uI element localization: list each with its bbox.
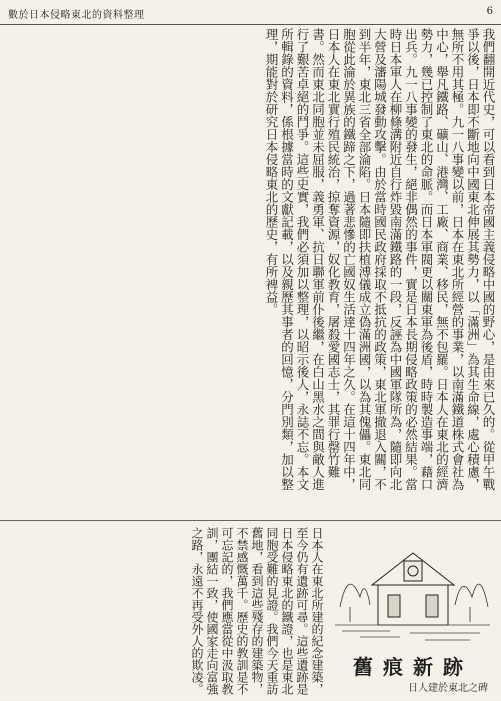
monument-illustration	[330, 527, 495, 652]
figure-caption: 日人建於東北之碑	[408, 683, 488, 694]
page-number: 6	[486, 6, 493, 17]
monument-gate-sketch	[372, 553, 454, 625]
bottom-section	[0, 520, 501, 701]
article-body-text: 我們翻開近代史，可以看到日本帝國主義侵略中國的野心，是由來已久的。從甲午戰爭以後，日本即不斷地向中國東北伸展其勢力，以「滿洲」為其生命線，處心積慮，無所不用其極。九一八事變以前，日本在東北所經營的事業，以南滿鐵道株式會社為中心，舉凡鐵路、礦山、港灣、工廠、商業、移民，無不包羅。日本人在東北的經濟勢力，幾已控制了東北的命脈。而日本軍閥更以關東軍為後盾，時時製造事端，藉口出兵。九一八事變的發生，絕非偶然的事件，實是日本長期侵略政策的必然結果。當時日本軍人在柳條溝附近自行炸毀南滿鐵路的一段，反誣為中國軍隊所為，隨即向北大營及瀋陽城發動攻擊。由於當時國民政府採取不抵抗的政策，東北軍撤退入關，不到半年，東北三省全部淪陷。日本隨即扶植溥儀成立偽滿洲國，以為其傀儡。東北同胞從此淪於異族的鐵蹄之下，過著悲慘的亡國奴生活達十四年之久。在這十四年中，日本人在東北實行殖民統治，掠奪資源，奴化教育，屠殺愛國志士，其罪行罄竹難書。然而東北同胞並未屈服，義勇軍、抗日聯軍前仆後繼，在白山黑水之間與敵人進行了艱苦卓絕的鬥爭。這些史實，我們必須加以整理，以昭示後人，永誌不忘。本文所輯錄的資料，係根據當時的文獻記載，以及親歷其事者的回憶，分門別類，加以整理，期能對於研究日本侵略東北的歷史，有所裨益。	[264, 28, 496, 491]
illustration-figure	[330, 527, 495, 695]
running-header	[0, 4, 501, 25]
header-title: 數於日本侵略東北的資料整理	[8, 10, 145, 21]
ground-sketch	[335, 625, 490, 640]
article-body-region	[0, 28, 501, 518]
article-bottom-text: 日本人在東北所建的紀念建築，至今仍有遺跡可尋。這些遺跡是日本侵略東北的鐵證，也是東北同胞受難的見證。我們今天重訪舊地，看到這些殘存的建築物，不禁感慨萬千。歷史的教訓是不可忘記的，我們應當從中汲取教訓，團結一致，使國家走向富強之路，永遠不再受外人的欺凌。	[190, 527, 324, 695]
figure-title: 舊痕新跡	[353, 655, 473, 679]
